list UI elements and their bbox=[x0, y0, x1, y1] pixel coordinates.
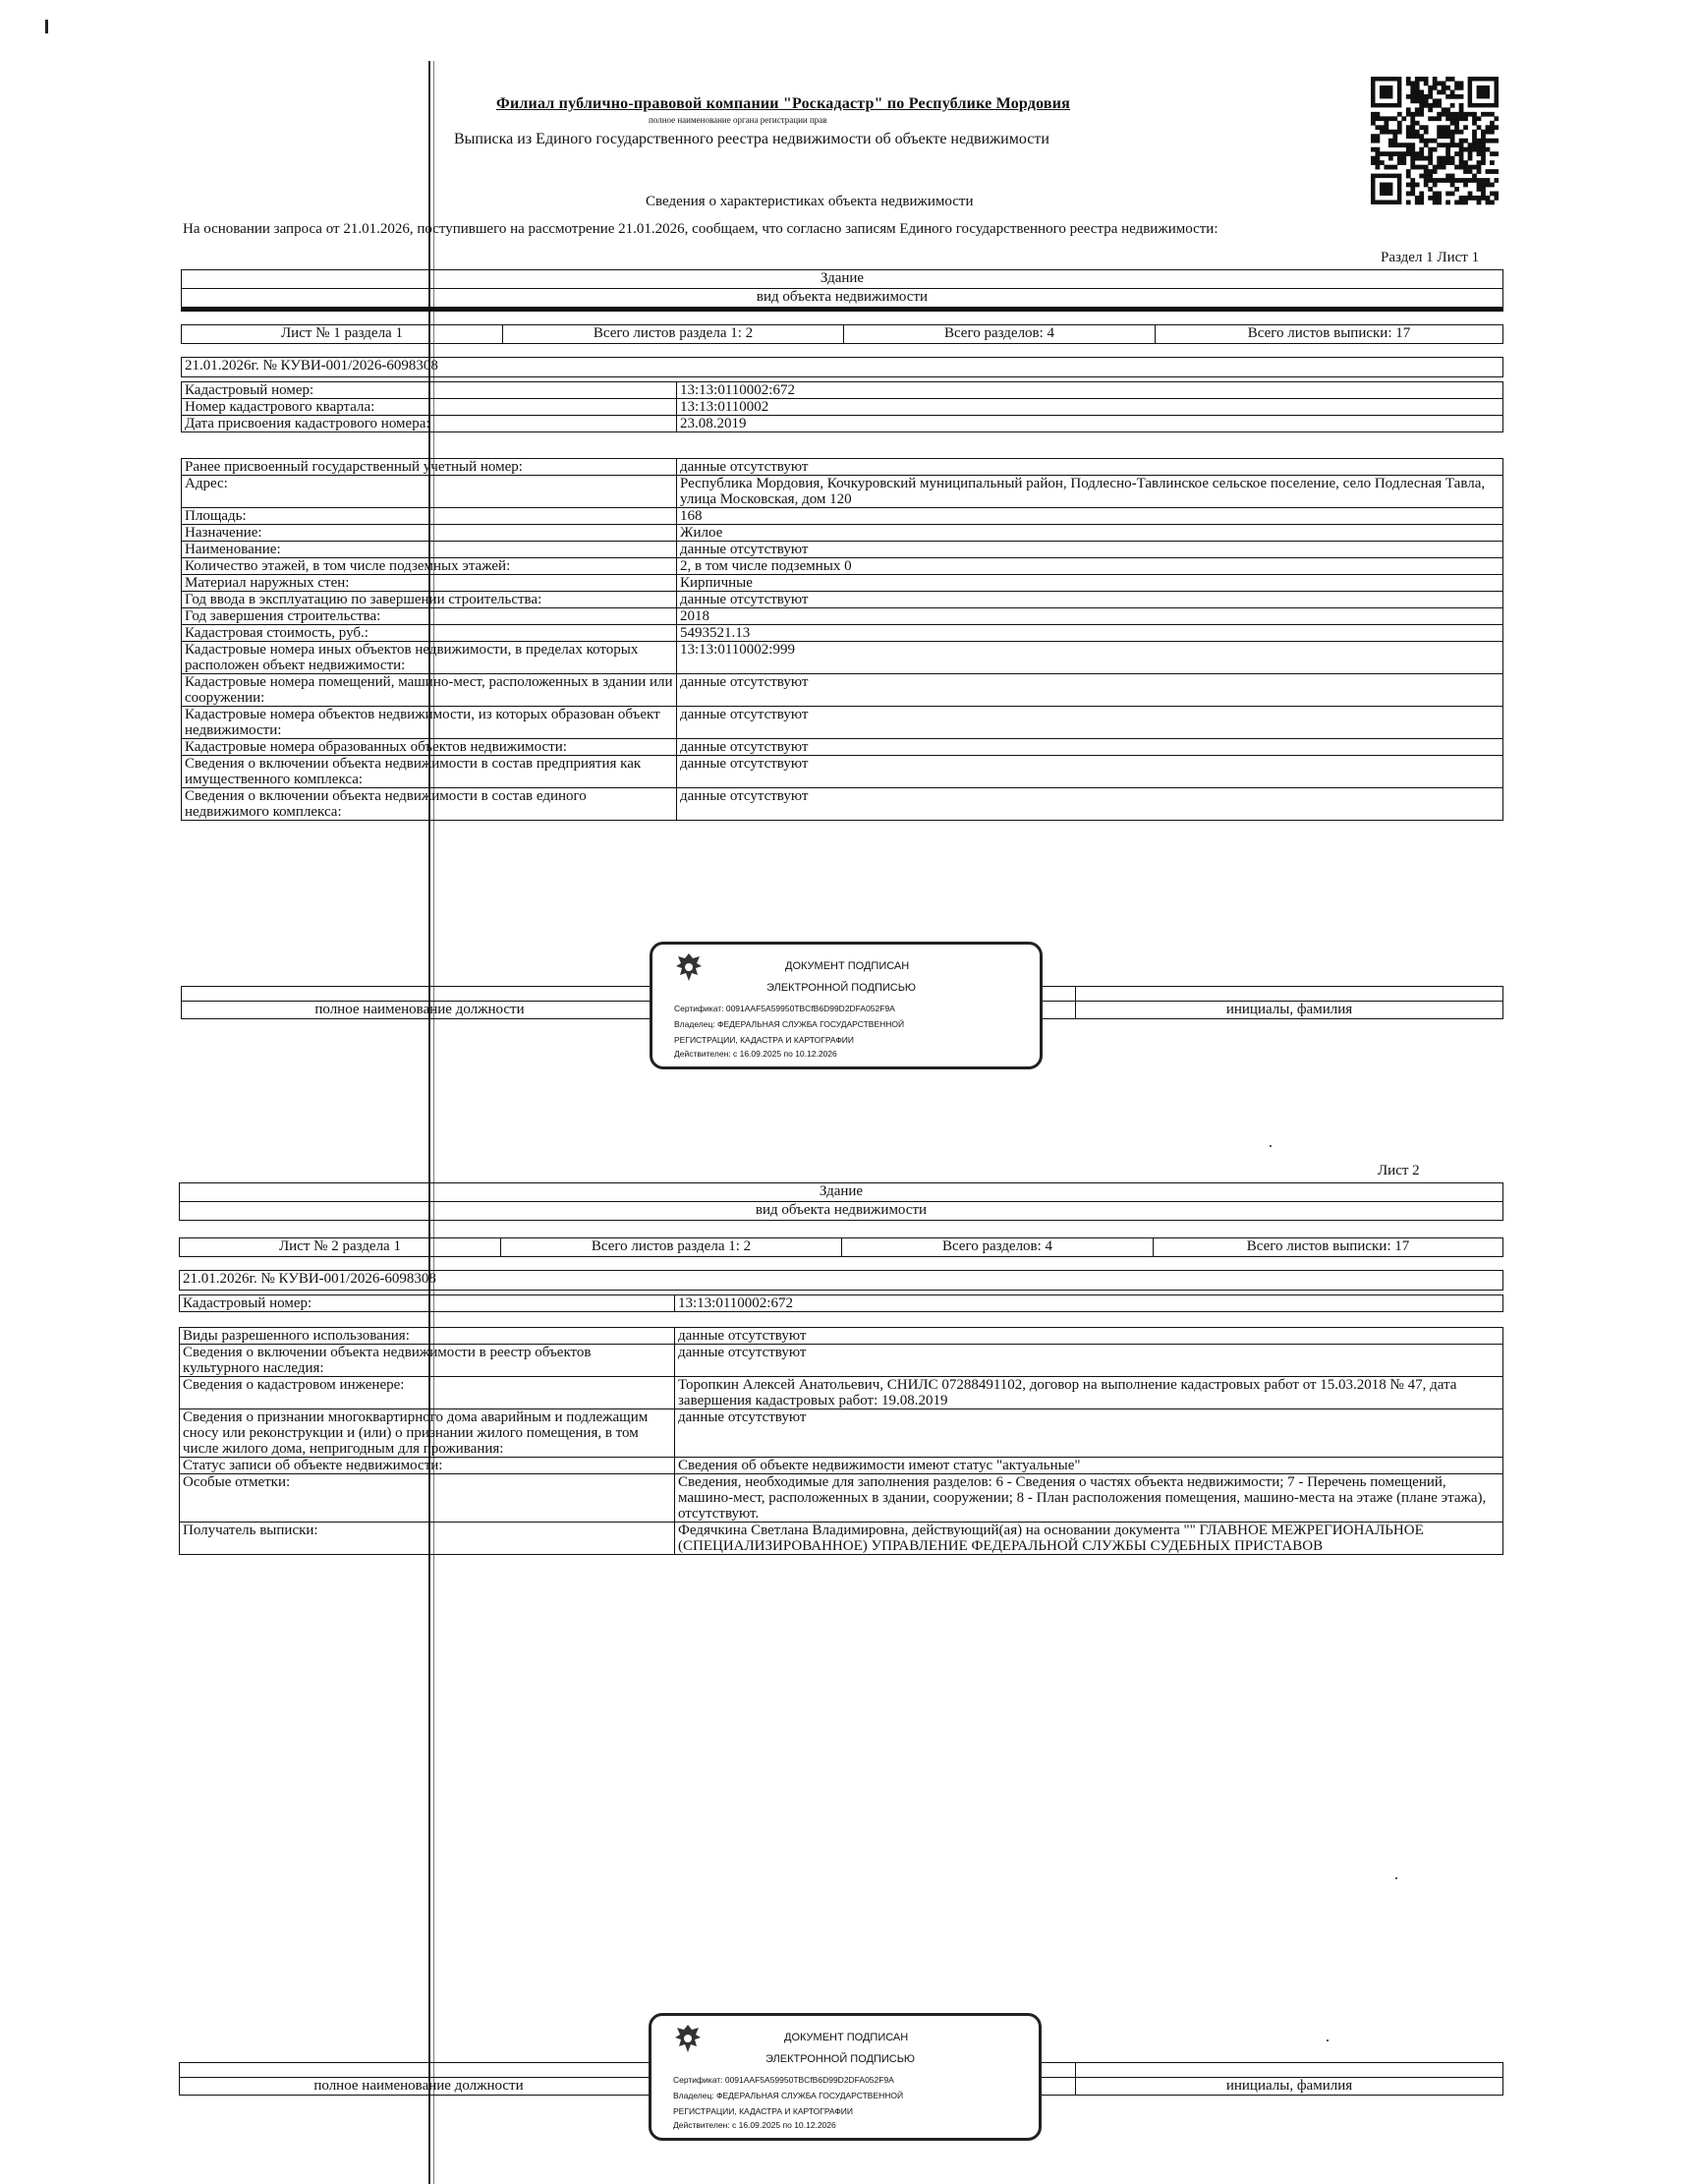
object-type: Здание bbox=[182, 270, 1503, 289]
scan-speck bbox=[1395, 1877, 1397, 1879]
table-row bbox=[182, 707, 1503, 739]
table-row bbox=[182, 382, 1503, 399]
table-row bbox=[182, 575, 1503, 592]
table-row bbox=[182, 756, 1503, 788]
name-caption: инициалы, фамилия bbox=[1076, 2078, 1503, 2096]
table-row bbox=[180, 1523, 1503, 1555]
field-value: Кирпичные bbox=[677, 575, 1503, 592]
table-row bbox=[182, 416, 1503, 432]
table-row bbox=[182, 399, 1503, 416]
table-row bbox=[182, 625, 1503, 642]
scan-artifact-line bbox=[428, 61, 430, 2184]
field-label: Сведения о кадастровом инженере: bbox=[180, 1377, 675, 1409]
section-sheets-total: Всего листов раздела 1: 2 bbox=[503, 325, 844, 344]
field-value: Сведения, необходимые для заполнения разделов: 6 - Сведения о частях объекта недвижимости; 7 - Перечень помещений, машино-мест, расположенных в здании, сооружении; 8 - План расположения помещения, машино-места на этаже (плане этажа), отсутствуют. bbox=[675, 1474, 1503, 1523]
field-label: Год завершения строительства: bbox=[182, 608, 677, 625]
stamp-certificate: Сертификат: 0091AAF5A59950TBCfB6D99D2DFA052F9A bbox=[674, 1004, 895, 1013]
field-value: 13:13:0110002:672 bbox=[677, 382, 1503, 399]
object-type: Здание bbox=[180, 1183, 1503, 1202]
scan-speck bbox=[1327, 2040, 1329, 2041]
field-value: 13:13:0110002:999 bbox=[677, 642, 1503, 674]
request-basis: На основании запроса от 21.01.2026, поступившего на рассмотрение 21.01.2026, сообщаем, что согласно записям Единого государственного реестра недвижимости: bbox=[183, 221, 1218, 237]
extract-number: 21.01.2026г. № КУВИ-001/2026-6098308 bbox=[180, 1271, 1503, 1291]
field-label: Год ввода в эксплуатацию по завершении строительства: bbox=[182, 592, 677, 608]
cadastral-id-table bbox=[179, 1294, 1503, 1312]
scan-artifact-mark bbox=[45, 20, 48, 33]
field-label: Кадастровые номера помещений, машино-мест, расположенных в здании или сооружении: bbox=[182, 674, 677, 707]
field-label: Номер кадастрового квартала: bbox=[182, 399, 677, 416]
field-value: данные отсутствуют bbox=[677, 788, 1503, 821]
field-label: Кадастровые номера образованных объектов недвижимости: bbox=[182, 739, 677, 756]
field-value: Торопкин Алексей Анатольевич, СНИЛС 07288491102, договор на выполнение кадастровых работ от 15.03.2018 № 47, дата завершения кадастровых работ: 19.08.2019 bbox=[675, 1377, 1503, 1409]
table-row bbox=[182, 476, 1503, 508]
field-label: Кадастровые номера иных объектов недвижимости, в пределах которых расположен объект недвижимости: bbox=[182, 642, 677, 674]
scan-speck bbox=[1270, 1145, 1272, 1147]
field-label: Ранее присвоенный государственный учетный номер: bbox=[182, 459, 677, 476]
field-value: 168 bbox=[677, 508, 1503, 525]
field-label: Материал наружных стен: bbox=[182, 575, 677, 592]
field-label: Получатель выписки: bbox=[180, 1523, 675, 1555]
field-value: 13:13:0110002:672 bbox=[675, 1295, 1503, 1312]
characteristics-table bbox=[181, 458, 1503, 821]
stamp-owner-line2: РЕГИСТРАЦИИ, КАДАСТРА И КАРТОГРАФИИ bbox=[673, 2106, 853, 2116]
field-label: Адрес: bbox=[182, 476, 677, 508]
agency-caption: полное наименование органа регистрации прав bbox=[649, 115, 827, 125]
table-row bbox=[182, 642, 1503, 674]
stamp-owner-line1: Владелец: ФЕДЕРАЛЬНАЯ СЛУЖБА ГОСУДАРСТВЕННОЙ bbox=[674, 1019, 905, 1029]
field-value: данные отсутствуют bbox=[675, 1345, 1503, 1377]
field-value: Федячкина Светлана Владимировна, действующий(ая) на основании документа "" ГЛАВНОЕ МЕЖРЕГИОНАЛЬНОЕ (СПЕЦИАЛИЗИРОВАННОЕ) УПРАВЛЕНИЕ ФЕДЕРАЛЬНОЙ СЛУЖБЫ СУДЕБНЫХ ПРИСТАВОВ bbox=[675, 1523, 1503, 1555]
table-row bbox=[182, 788, 1503, 821]
sections-total: Всего разделов: 4 bbox=[844, 325, 1156, 344]
section-sheets-total: Всего листов раздела 1: 2 bbox=[501, 1238, 842, 1257]
field-label: Наименование: bbox=[182, 542, 677, 558]
extract-sheets-total: Всего листов выписки: 17 bbox=[1156, 325, 1503, 344]
name-caption: инициалы, фамилия bbox=[1076, 1002, 1503, 1019]
field-value: данные отсутствуют bbox=[677, 592, 1503, 608]
cadastral-id-table bbox=[181, 381, 1503, 432]
coat-of-arms-icon bbox=[672, 950, 706, 989]
field-label: Кадастровый номер: bbox=[180, 1295, 675, 1312]
table-row bbox=[180, 1295, 1503, 1312]
field-label: Сведения о включении объекта недвижимости в состав единого недвижимого комплекса: bbox=[182, 788, 677, 821]
field-value: 2018 bbox=[677, 608, 1503, 625]
field-value: Жилое bbox=[677, 525, 1503, 542]
stamp-title-line1: ДОКУМЕНТ ПОДПИСАН bbox=[785, 960, 910, 972]
section-sheet-label: Раздел 1 Лист 1 bbox=[1381, 250, 1480, 265]
extract-sheets-total: Всего листов выписки: 17 bbox=[1154, 1238, 1503, 1257]
object-type-table bbox=[179, 1182, 1503, 1221]
sections-total: Всего разделов: 4 bbox=[842, 1238, 1154, 1257]
field-value: данные отсутствуют bbox=[677, 542, 1503, 558]
stamp-certificate: Сертификат: 0091AAF5A59950TBCfB6D99D2DFA052F9A bbox=[673, 2075, 894, 2085]
stamp-validity: Действителен: с 16.09.2025 по 10.12.2026 bbox=[673, 2120, 836, 2130]
field-value: 2, в том числе подземных 0 bbox=[677, 558, 1503, 575]
extract-number-table bbox=[181, 357, 1503, 377]
table-row bbox=[182, 558, 1503, 575]
table-row bbox=[182, 508, 1503, 525]
field-value: 5493521.13 bbox=[677, 625, 1503, 642]
field-label: Кадастровые номера объектов недвижимости, из которых образован объект недвижимости: bbox=[182, 707, 677, 739]
stamp-title-line1: ДОКУМЕНТ ПОДПИСАН bbox=[784, 2032, 909, 2043]
field-value: данные отсутствуют bbox=[675, 1328, 1503, 1345]
field-value: 23.08.2019 bbox=[677, 416, 1503, 432]
stamp-title-line2: ЭЛЕКТРОННОЙ ПОДПИСЬЮ bbox=[765, 2053, 916, 2065]
document-title: Выписка из Единого государственного реестра недвижимости об объекте недвижимости bbox=[454, 131, 1049, 147]
field-label: Дата присвоения кадастрового номера: bbox=[182, 416, 677, 432]
table-row bbox=[182, 739, 1503, 756]
field-label: Сведения о признании многоквартирного дома аварийным и подлежащим сносу или реконструкции и (или) о признании жилого помещения, в том числе жилого дома, непригодным для проживания: bbox=[180, 1409, 675, 1458]
table-row bbox=[180, 1458, 1503, 1474]
field-label: Особые отметки: bbox=[180, 1474, 675, 1523]
table-row bbox=[182, 525, 1503, 542]
object-type-caption: вид объекта недвижимости bbox=[182, 289, 1503, 310]
sheet-number: Лист № 1 раздела 1 bbox=[182, 325, 503, 344]
stamp-validity: Действителен: с 16.09.2025 по 10.12.2026 bbox=[674, 1049, 837, 1059]
field-value: данные отсутствуют bbox=[677, 756, 1503, 788]
details-table bbox=[179, 1327, 1503, 1555]
field-value: данные отсутствуют bbox=[677, 739, 1503, 756]
field-label: Сведения о включении объекта недвижимости в состав предприятия как имущественного комплекса: bbox=[182, 756, 677, 788]
field-value: данные отсутствуют bbox=[677, 707, 1503, 739]
stamp-owner-line2: РЕГИСТРАЦИИ, КАДАСТРА И КАРТОГРАФИИ bbox=[674, 1035, 854, 1045]
field-label: Кадастровая стоимость, руб.: bbox=[182, 625, 677, 642]
field-value: Республика Мордовия, Кочкуровский муниципальный район, Подлесно-Тавлинское сельское поселение, село Подлесная Тавла, улица Московская, дом 120 bbox=[677, 476, 1503, 508]
field-label: Количество этажей, в том числе подземных этажей: bbox=[182, 558, 677, 575]
field-value: 13:13:0110002 bbox=[677, 399, 1503, 416]
extract-number-table bbox=[179, 1270, 1503, 1291]
field-value: данные отсутствуют bbox=[677, 674, 1503, 707]
sheet-info-table bbox=[181, 324, 1503, 344]
extract-number: 21.01.2026г. № КУВИ-001/2026-6098308 bbox=[182, 358, 1503, 377]
object-type-table bbox=[181, 269, 1503, 312]
field-value: данные отсутствуют bbox=[675, 1409, 1503, 1458]
e-signature-stamp bbox=[649, 2013, 1042, 2141]
position-caption: полное наименование должности bbox=[180, 2078, 658, 2096]
agency-name: Филиал публично-правовой компании "Роскадастр" по Республике Мордовия bbox=[496, 95, 1070, 112]
e-signature-stamp bbox=[650, 942, 1043, 1069]
field-value: Сведения об объекте недвижимости имеют статус "актуальные" bbox=[675, 1458, 1503, 1474]
table-row bbox=[180, 1345, 1503, 1377]
field-value: данные отсутствуют bbox=[677, 459, 1503, 476]
table-row bbox=[180, 1474, 1503, 1523]
table-row bbox=[182, 608, 1503, 625]
table-row bbox=[182, 459, 1503, 476]
table-row bbox=[182, 542, 1503, 558]
table-row bbox=[180, 1377, 1503, 1409]
field-label: Виды разрешенного использования: bbox=[180, 1328, 675, 1345]
table-row bbox=[180, 1409, 1503, 1458]
sheet-label: Лист 2 bbox=[1378, 1163, 1420, 1178]
stamp-title-line2: ЭЛЕКТРОННОЙ ПОДПИСЬЮ bbox=[766, 982, 917, 994]
sheet-info-table bbox=[179, 1237, 1503, 1257]
field-label: Сведения о включении объекта недвижимости в реестр объектов культурного наследия: bbox=[180, 1345, 675, 1377]
coat-of-arms-icon bbox=[671, 2022, 705, 2060]
sheet-number: Лист № 2 раздела 1 bbox=[180, 1238, 501, 1257]
stamp-owner-line1: Владелец: ФЕДЕРАЛЬНАЯ СЛУЖБА ГОСУДАРСТВЕННОЙ bbox=[673, 2091, 904, 2100]
scan-artifact-line bbox=[433, 61, 434, 2184]
position-caption: полное наименование должности bbox=[182, 1002, 658, 1019]
table-row bbox=[182, 674, 1503, 707]
object-type-caption: вид объекта недвижимости bbox=[180, 1202, 1503, 1221]
field-label: Статус записи об объекте недвижимости: bbox=[180, 1458, 675, 1474]
field-label: Площадь: bbox=[182, 508, 677, 525]
document-subtitle: Сведения о характеристиках объекта недвижимости bbox=[646, 194, 974, 209]
field-label: Назначение: bbox=[182, 525, 677, 542]
field-label: Кадастровый номер: bbox=[182, 382, 677, 399]
table-row bbox=[182, 592, 1503, 608]
table-row bbox=[180, 1328, 1503, 1345]
qr-code-icon bbox=[1371, 77, 1499, 206]
